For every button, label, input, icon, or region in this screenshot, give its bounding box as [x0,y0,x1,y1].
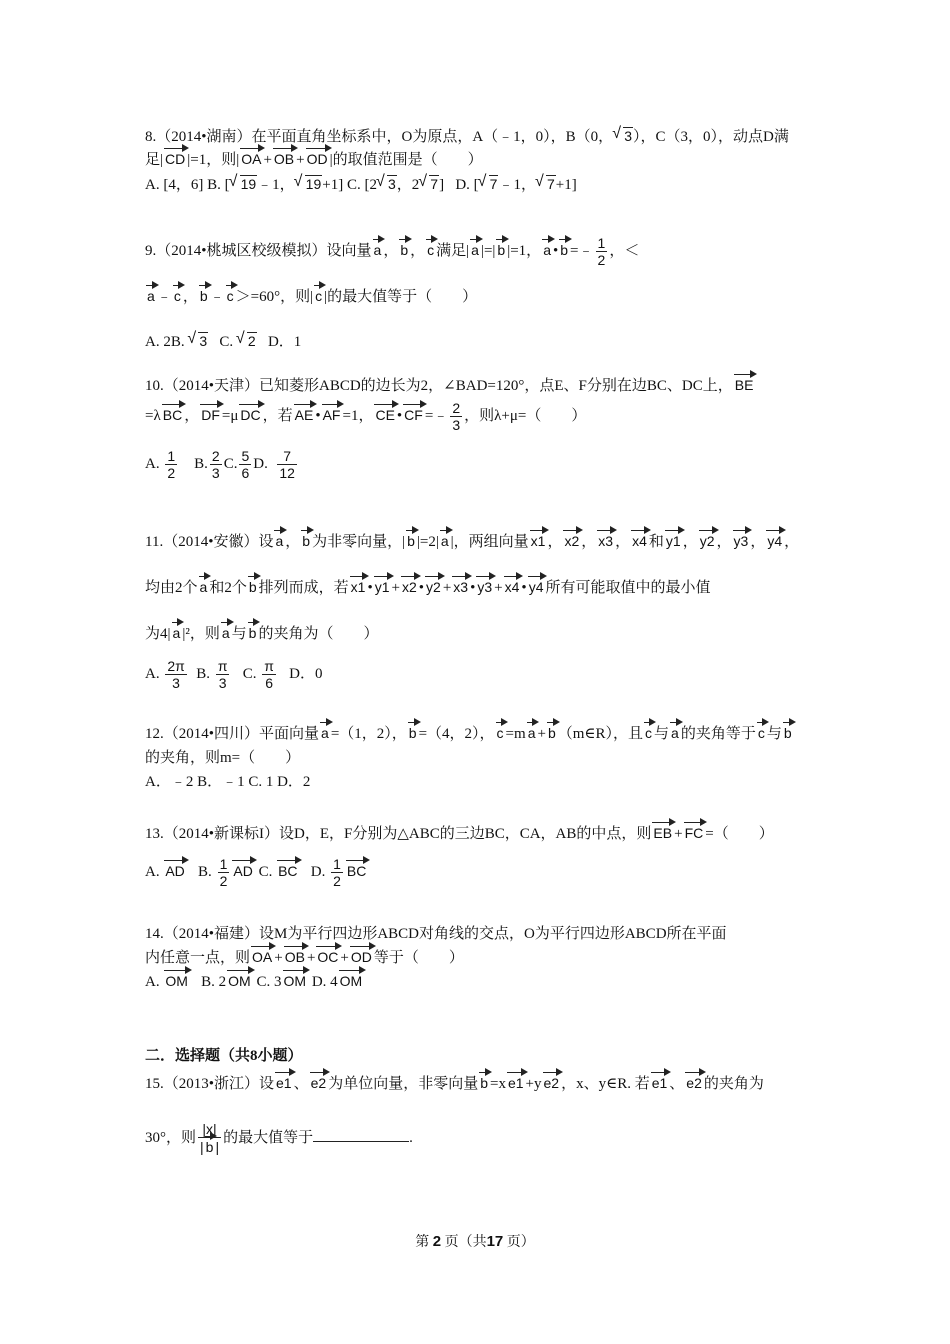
q11-line-1: 11.（2014•安徽）设 a ， b 为非零向量，| b |=2| a |，两组向量 x1 ， x2 ， x3 ， x4 和 y1 ， y2 ， y3 ， y4 ， [145,533,800,550]
vector-a: a [671,725,679,741]
vector-e2: e2 [686,1075,702,1091]
q14-line-1: 14.（2014•福建）设M为平行四边形ABCD对角线的交点，O为平行四边形ABCD所在平面 [145,926,727,942]
vector-oa: OA [252,949,273,965]
sqrt-7: √ 7 [479,172,499,196]
vector-ad: AD [233,863,253,879]
vector-b: b [497,242,506,258]
vector-x1: x1 [350,579,366,595]
vector-e2: e2 [310,1075,327,1091]
question-9 [145,233,825,353]
fraction-1-2: $\frac{1}{2}$ [597,235,606,269]
vector-a: a [471,242,479,258]
fraction-2-3: $\frac{2}{3}$ [452,400,461,434]
question-8 [145,124,825,196]
vector-x2: x2 [564,533,580,549]
vector-ce: CE [375,407,395,423]
page-number: 2 [432,1233,442,1250]
fraction-1-2: $\frac{1}{2}$ [333,856,341,890]
vector-b: b [248,579,257,595]
vector-x1: x1 [530,533,546,549]
vector-a: a [147,288,155,304]
vector-b: b [400,242,409,258]
question-13 [145,822,825,892]
vector-b: b [480,1075,488,1091]
question-12 [145,722,825,794]
vector-oc: OC [317,949,339,965]
vector-y1: y1 [374,579,390,595]
fraction-pi-6: $\frac{\pi}{6}$ [264,658,274,692]
vector-ob: OB [273,151,295,167]
vector-cd: CD [165,151,186,167]
q10-options: A. $\frac{1}{2}$ B. $\frac{2}{3}$ C. $\frac{5}{6}$ D. $\frac{7}{12}$ [145,448,295,482]
q10-line-1: 10.（2014•天津）已知菱形ABCD的边长为2，∠BAD=120°，点E、F分别在边BC、DC上， BE [145,377,754,394]
vector-cf: CF [404,407,423,423]
q8-line-2: 足| CD |=1，则| OA + OB + OD |的取值范围是（ ） [145,151,483,168]
vector-y3: y3 [733,533,749,549]
vector-ae: AE [294,407,314,423]
question-10 [145,374,825,482]
q15-line-1: 15.（2013•浙江）设 e1 、 e2 为单位向量，非零向量 b =x e1 +y e2 ，x、y∈R. 若 e1 、 e2 的夹角为 [145,1075,764,1092]
vector-e2: e2 [543,1075,560,1091]
question-14 [145,922,825,994]
vector-a: a [373,242,382,258]
vector-b: b [199,288,208,304]
vector-bc: BC [278,863,298,879]
q11-line-2: 均由2个 a 和2个 b 排列而成，若 x1 • y1 + x2 • y2 + x3 • y3 + x4 • y4 所有可能取值中的最小值 [145,579,711,596]
q11-line-3: 为4| a |²，则 a 与 b 的夹角为（ ） [145,625,379,642]
vector-b: b [408,725,417,741]
vector-c: c [645,725,653,741]
vector-x2: x2 [401,579,417,595]
sqrt-2: √ 2 [237,329,257,353]
question-11 [145,530,825,694]
q11-options: A. $\frac{2\pi}{3}$ B. $\frac{\pi}{3}$ C. $\frac{\pi}{6}$ D．0 [145,658,323,692]
q14-line-2: 内任意一点，则 OA + OB + OC + OD 等于（ ） [145,949,464,966]
vector-oa: OA [241,151,262,167]
vector-b: b [560,242,569,258]
sqrt-3: √ 3 [188,329,208,353]
q10-line-2: =λ BC ， DF =μ DC ，若 AE • AF =1， CE • CF =﹣ $\frac{2}{3}$ ，则λ+μ=（ ） [145,400,587,434]
q9-options: A. 2B. √ 3 C. √ 2 D．1 [145,329,825,353]
fraction-pi-3: $\frac{\pi}{3}$ [217,658,228,692]
fraction-1-2: $\frac{1}{2}$ [167,448,176,482]
vector-eb: EB [653,825,673,841]
q8-line-1: 8.（2014•湖南）在平面直角坐标系中，O为原点，A（﹣1，0），B（0，√ 3），C（3，0），动点D满 [145,124,825,148]
q12-line-2: 的夹角，则m=（ ） [145,750,301,766]
vector-a: a [172,625,181,641]
vector-b: b [547,725,556,741]
q12-options: A．﹣2 B．﹣1 C. 1 D．2 [145,774,311,790]
vector-ob: OB [284,949,305,965]
q12-line-1: 12.（2014•四川）平面向量 a =（1，2）， b =（4，2）， c =m a + b （m∈R），且 c 与 a 的夹角等于 c 与 b [145,725,792,742]
fraction-1-2: $\frac{1}{2}$ [219,856,228,890]
vector-bc: BC [162,407,183,423]
vector-fc: FC [684,825,704,841]
vector-df: DF [201,407,220,423]
vector-y2: y2 [426,579,441,595]
vector-om: OM [165,973,188,989]
vector-a: a [275,533,284,549]
q8-options: A. [4，6] B. [√ 19﹣1，√ 19+1] C. [2√ 3，2√ 7] D. [√ 7﹣1，√ 7+1] [145,172,825,196]
vector-bc: BC [346,863,367,879]
vector-c: c [757,725,765,741]
vector-b: b [248,625,257,641]
vector-y2: y2 [699,533,715,549]
vector-b: b [783,725,792,741]
vector-be: BE [734,377,754,393]
vector-y4: y4 [767,533,783,549]
vector-y4: y4 [528,579,544,595]
vector-x4: x4 [632,533,647,549]
total-pages: 17 [486,1233,504,1250]
vector-y1: y1 [665,533,681,549]
sqrt-19: √ 19 [230,172,258,196]
vector-om: OM [228,973,251,989]
vector-b: b [205,1139,214,1156]
q14-options: A. OM B. 2 OM C. 3 OM D. 4 OM [145,973,363,990]
fraction-2-3: $\frac{2}{3}$ [211,448,220,482]
vector-ad: AD [165,863,185,879]
vector-c: c [315,288,323,304]
vector-a: a [221,625,230,641]
vector-x3: x3 [453,579,469,595]
vector-a: a [321,725,329,741]
sqrt-7: √ 7 [419,172,439,196]
q9-line-1: 9.（2014•桃城区校级模拟）设向量 a ， b ， c 满足| a |=| b |=1， a • b =﹣ $\frac{1}{2}$ ，＜ [145,235,640,269]
vector-x4: x4 [504,579,520,595]
vector-c: c [427,242,435,258]
vector-b: b [302,533,311,549]
vector-a: a [440,533,449,549]
fraction-7-12: $\frac{7}{12}$ [279,448,295,482]
vector-om: OM [339,973,363,989]
q15-line-2: 30°，则 $\frac{|x|}{| b |}$ 的最大值等于 . [145,1121,413,1156]
vector-od: OD [350,949,372,965]
q13-options: A. AD B. $\frac{1}{2}$ AD C. BC D. $\frac{1}{2}$ BC [145,856,367,890]
fraction-5-6: $\frac{5}{6}$ [241,448,250,482]
vector-dc: DC [240,407,261,423]
vector-e1: e1 [276,1075,292,1091]
vector-e1: e1 [507,1075,524,1091]
section-heading: 二．选择题（共8小题） [145,1048,303,1064]
vector-c: c [226,288,234,304]
sqrt-3: √ 3 [377,172,397,196]
vector-y3: y3 [477,579,493,595]
vector-c: c [173,288,181,304]
sqrt-19: √ 19 [295,172,323,196]
q9-line-2: a ﹣ c ， b ﹣ c ＞=60°，则| c |的最大值等于（ ） [147,288,478,305]
q13-line-1: 13.（2014•新课标I）设D，E，F分别为△ABC的三边BC，CA，AB的中点，则 EB + FC =（ ） [145,825,774,842]
vector-om: OM [283,973,307,989]
question-15 [145,1072,825,1158]
vector-od: OD [306,151,328,167]
sqrt-7: √ 7 [536,172,556,196]
vector-a: a [543,242,551,258]
vector-b: b [407,533,415,549]
vector-a: a [527,725,536,741]
vector-af: AF [322,407,341,423]
fraction-x-over-b: $\frac{|x|}{| b |}$ [200,1121,220,1156]
sqrt-3: √ 3 [613,124,633,148]
fraction-2pi-3: $\frac{2\pi}{3}$ [167,658,185,692]
vector-x3: x3 [598,533,614,549]
vector-e1: e1 [651,1075,668,1091]
vector-a: a [199,579,208,595]
vector-c: c [496,725,504,741]
page-footer: 第 2 页（共17 页） [415,1233,535,1250]
answer-blank[interactable] [313,1127,409,1142]
